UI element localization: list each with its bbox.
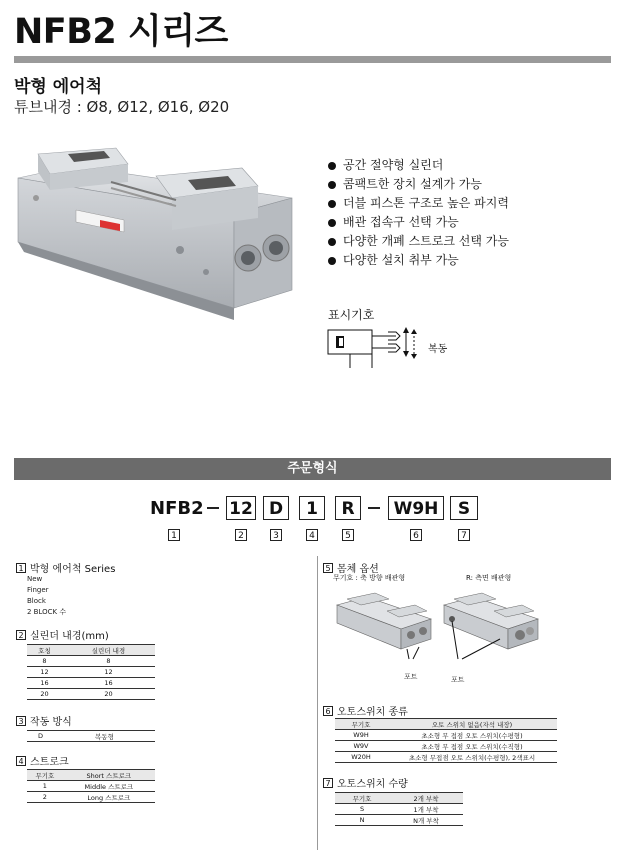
table-row: N N개 부착 bbox=[335, 815, 463, 826]
code-number: 5 bbox=[342, 529, 354, 541]
code-series: NFB2 bbox=[150, 498, 204, 519]
side-port-image bbox=[440, 583, 540, 663]
table-row: W9H 초소형 무 접점 오토 스위치(수평형) bbox=[335, 730, 557, 741]
axial-port-image bbox=[333, 583, 433, 663]
port-label: 포트 bbox=[404, 673, 418, 681]
code-body-option: R bbox=[335, 496, 361, 520]
bullet-icon bbox=[328, 219, 336, 227]
code-switch-type: W9H bbox=[388, 496, 444, 520]
column-divider bbox=[317, 556, 318, 850]
bullet-icon bbox=[328, 162, 336, 170]
feature-item: 더블 피스톤 구조로 높은 파지력 bbox=[328, 194, 509, 213]
bullet-icon bbox=[328, 181, 336, 189]
section-action: 3 작동 방식 bbox=[16, 713, 72, 728]
feature-item: 다양한 개폐 스트로크 선택 가능 bbox=[328, 232, 509, 251]
feature-item: 공간 절약형 실린더 bbox=[328, 156, 509, 175]
code-number: 3 bbox=[270, 529, 282, 541]
code-number: 4 bbox=[306, 529, 318, 541]
table-row: D 복동형 bbox=[27, 731, 155, 742]
product-subtitle: 박형 에어척 bbox=[14, 77, 103, 97]
switch-type-table: 무기호 오토 스위치 없음(자석 내장) W9H 초소형 무 접점 오토 스위치(수평형) W9V 초소형 무 접점 오토 스위치(수직형) W20H 초소형 무접점 오토 스위치(수평형), 2색표시 bbox=[335, 718, 557, 763]
code-number: 6 bbox=[410, 529, 422, 541]
code-switch-qty: S bbox=[450, 496, 478, 520]
code-number: 2 bbox=[235, 529, 247, 541]
section-body-option: 5 몸체 옵션 bbox=[323, 560, 379, 575]
tube-sizes: 튜브내경 : Ø8, Ø12, Ø16, Ø20 bbox=[14, 98, 230, 116]
port-label: 포트 bbox=[451, 676, 465, 684]
bullet-icon bbox=[328, 257, 336, 265]
table-row: 2 Long 스트로크 bbox=[27, 792, 155, 803]
feature-list bbox=[328, 156, 509, 270]
symbol-action-label: 복동 bbox=[428, 344, 448, 355]
table-row: 12 12 bbox=[27, 667, 155, 678]
section-switch-type: 6 오토스위치 종류 bbox=[323, 703, 408, 718]
section-bore: 2 실린더 내경(mm) bbox=[16, 627, 109, 642]
code-dash bbox=[207, 507, 219, 509]
feature-item: 다양한 설치 취부 가능 bbox=[328, 251, 509, 270]
side-port-label: R: 측면 배관형 bbox=[466, 574, 512, 582]
title-divider bbox=[14, 56, 611, 63]
feature-item: 콤팩트한 장치 설계가 가능 bbox=[328, 175, 509, 194]
axial-port-label: 무기호 : 축 방향 배관형 bbox=[333, 574, 406, 582]
table-row: 20 20 bbox=[27, 689, 155, 700]
code-number: 7 bbox=[458, 529, 470, 541]
bullet-icon bbox=[328, 238, 336, 246]
code-stroke: 1 bbox=[299, 496, 325, 520]
bore-table: 호칭 실린더 내경 8 8 12 12 16 16 20 20 bbox=[27, 644, 155, 700]
table-row: 8 8 bbox=[27, 656, 155, 667]
product-image bbox=[16, 140, 298, 325]
series-options: New Finger Block 2 BLOCK 수 bbox=[27, 575, 67, 616]
section-stroke: 4 스트로크 bbox=[16, 753, 69, 768]
code-bore: 12 bbox=[226, 496, 256, 520]
bullet-icon bbox=[328, 200, 336, 208]
table-row: 1 Middle 스트로크 bbox=[27, 781, 155, 792]
action-table bbox=[27, 730, 155, 742]
section-switch-qty: 7 오토스위치 수량 bbox=[323, 775, 408, 790]
section-series: 1 박형 에어척 Series bbox=[16, 560, 115, 575]
table-row: S 1개 부착 bbox=[335, 804, 463, 815]
table-row: W20H 초소형 무접점 오토 스위치(수평형), 2색표시 bbox=[335, 752, 557, 763]
stroke-table: 무기호 Short 스트로크 1 Middle 스트로크 2 Long 스트로크 bbox=[27, 769, 155, 803]
code-number: 1 bbox=[168, 529, 180, 541]
code-action: D bbox=[263, 496, 289, 520]
table-row: W9V 초소형 무 접점 오토 스위치(수직형) bbox=[335, 741, 557, 752]
code-dash bbox=[368, 507, 380, 509]
symbol-label: 표시기호 bbox=[328, 308, 375, 322]
page-title: NFB2 시리즈 bbox=[14, 12, 228, 52]
order-format-header: 주문형식 bbox=[14, 458, 611, 480]
table-row: 16 16 bbox=[27, 678, 155, 689]
switch-qty-table: 무기호 2개 부착 S 1개 부착 N N개 부착 bbox=[335, 792, 463, 826]
feature-item: 배관 접속구 선택 가능 bbox=[328, 213, 509, 232]
